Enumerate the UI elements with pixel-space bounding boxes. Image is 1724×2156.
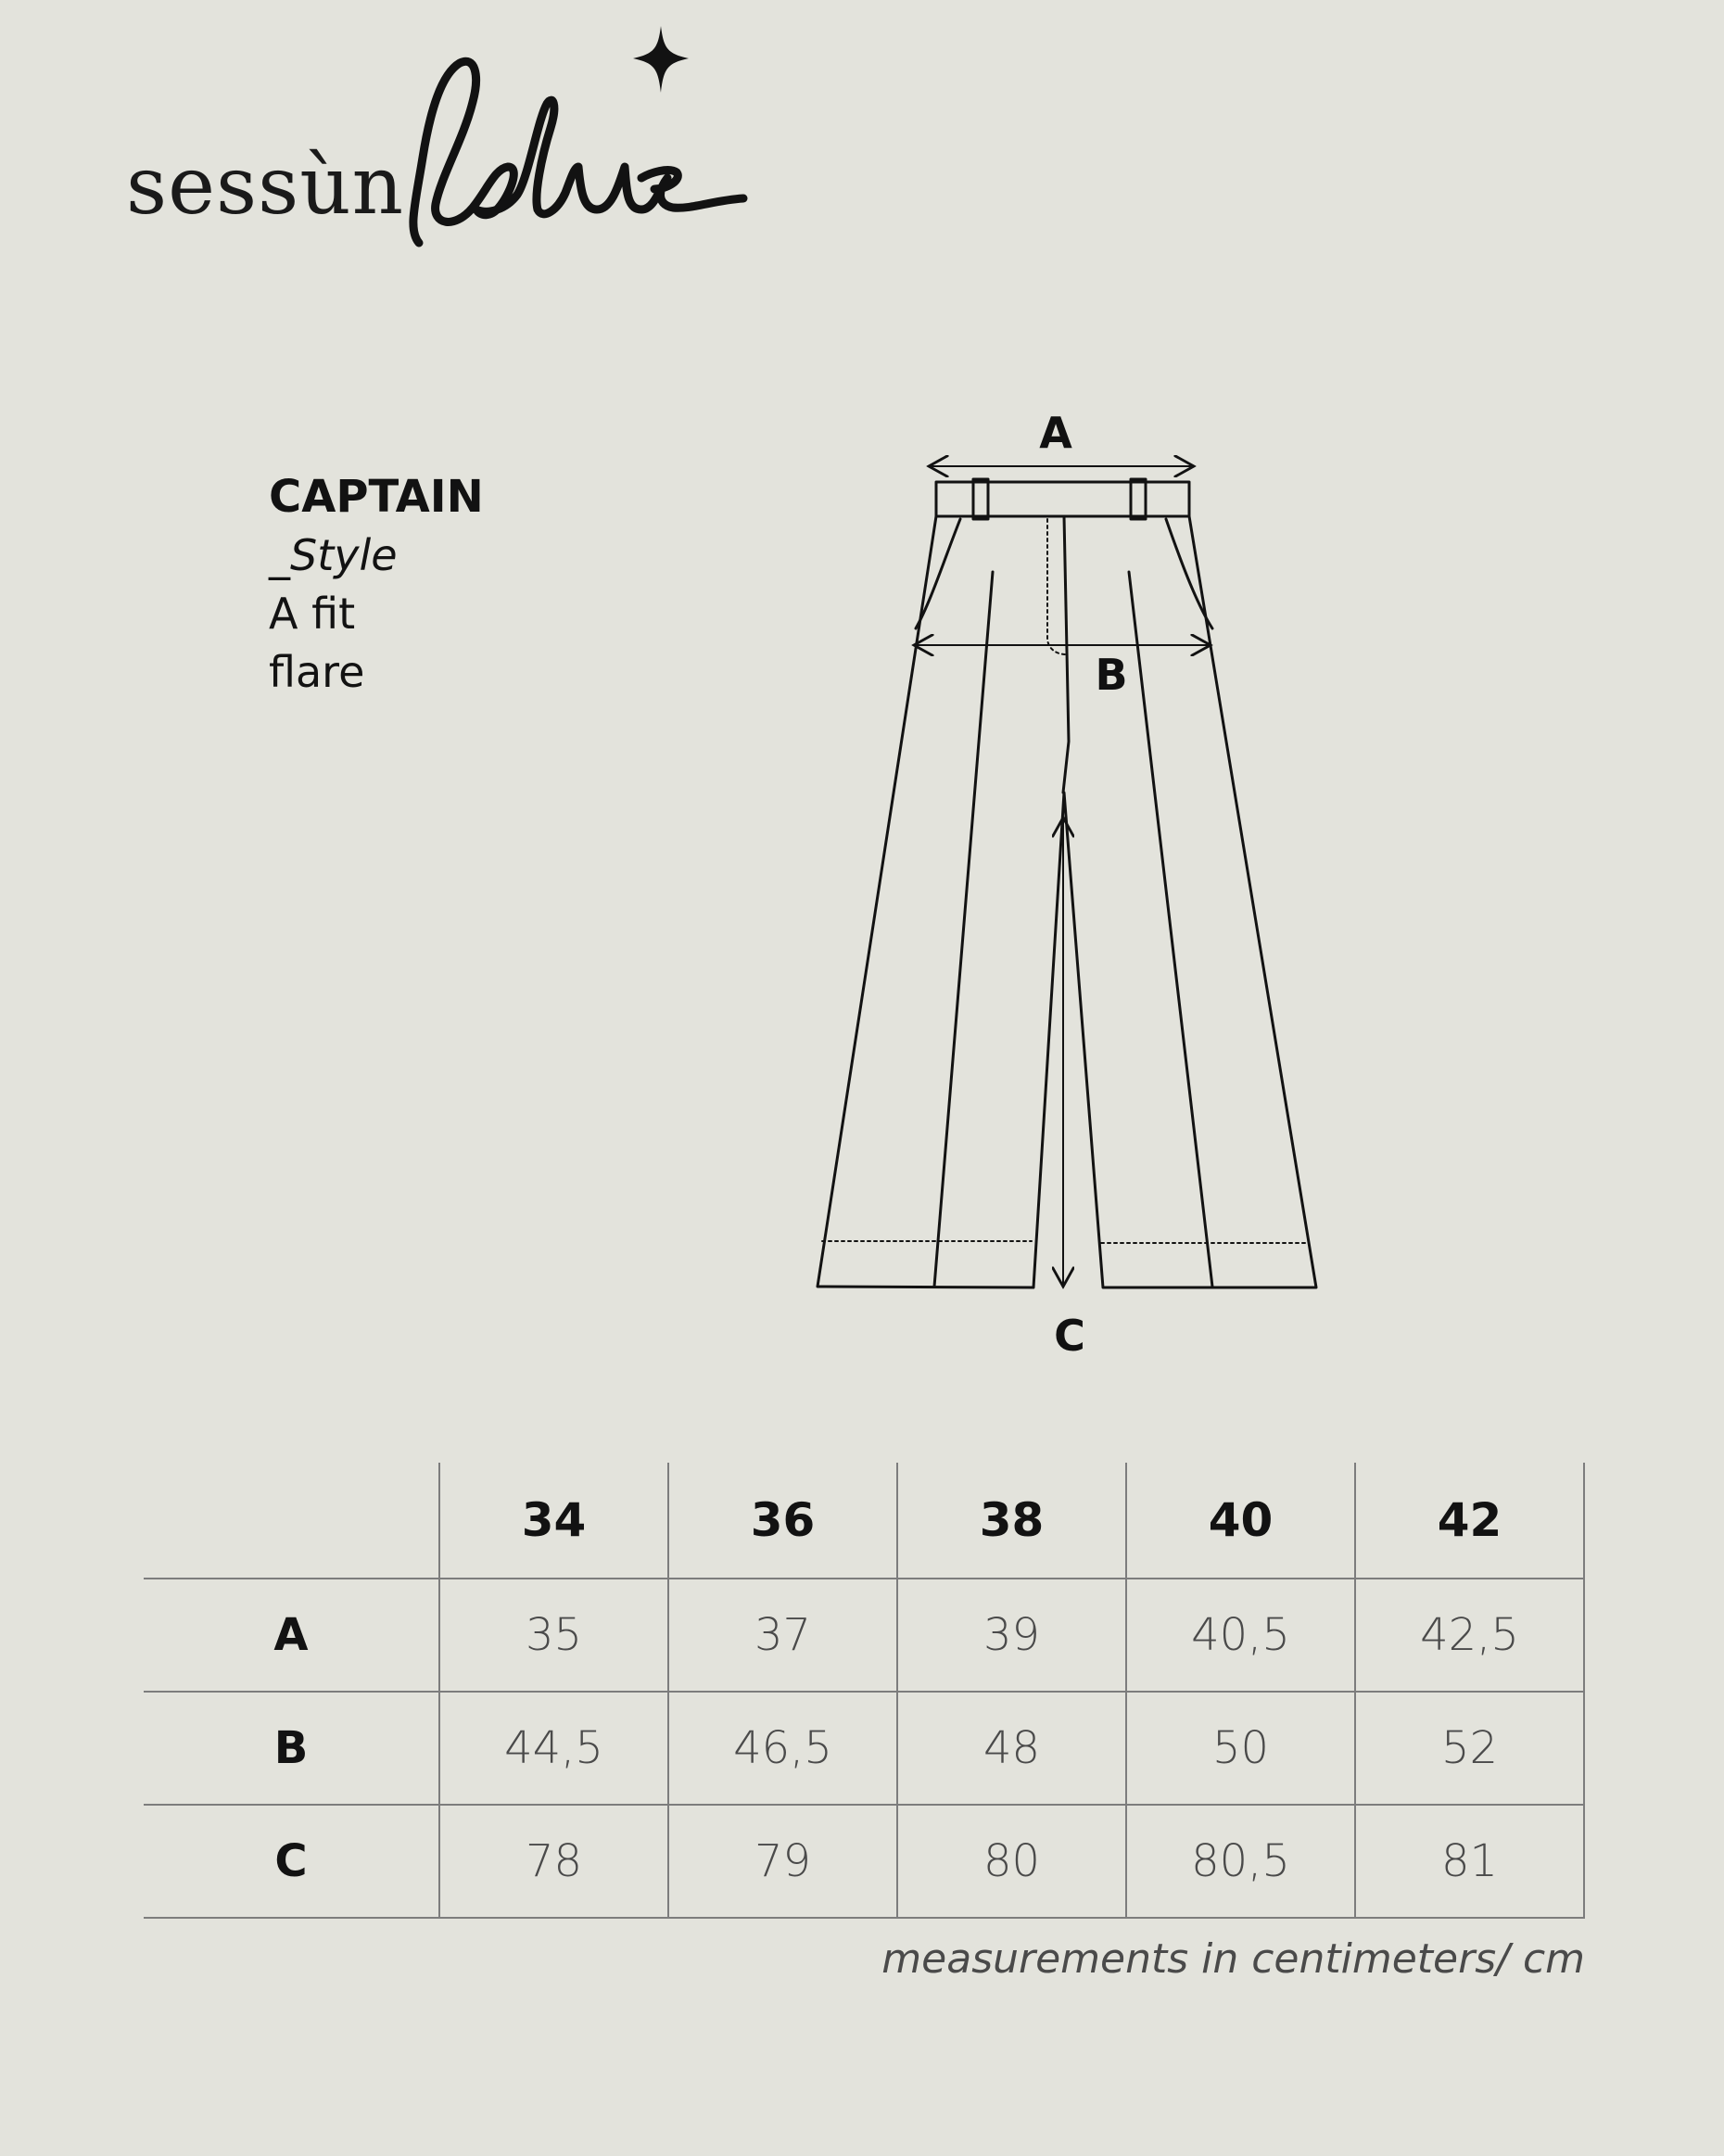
size-header-cell: 34 [439,1463,668,1579]
fly-stitching [1047,519,1066,654]
measurement-value: 50 [1126,1692,1355,1805]
crease-right [1129,572,1212,1287]
size-header-cell: 42 [1355,1463,1584,1579]
measurement-value: 79 [668,1805,897,1918]
brand-script-logo [399,19,714,260]
measurement-value: 44,5 [439,1692,668,1805]
measurement-value: 46,5 [668,1692,897,1805]
table-row [144,1692,1584,1805]
product-style-block [269,468,484,702]
measurement-value: 80,5 [1126,1805,1355,1918]
brand-logo [120,19,714,260]
marker-c: C [1054,1311,1085,1361]
measurement-value: 81 [1355,1805,1584,1918]
table-row [144,1805,1584,1918]
sparkle-star-icon [633,26,689,93]
brand-name: sessùn [126,140,405,233]
marker-a: A [1039,408,1072,458]
size-table [144,1463,1585,1919]
size-header-cell: 36 [668,1463,897,1579]
table-row [144,1579,1584,1692]
fit-line: A fit [269,589,356,639]
measurement-value: 35 [439,1579,668,1692]
product-name: CAPTAIN [269,471,484,523]
header-corner-cell [144,1463,439,1579]
size-header-row [144,1463,1584,1579]
measurement-value: 40,5 [1126,1579,1355,1692]
crease-left [934,572,993,1287]
measurement-value: 39 [897,1579,1126,1692]
pocket-left [916,519,960,628]
measurement-value: 52 [1355,1692,1584,1805]
measurement-label: B [273,1722,309,1774]
style-label: _Style [269,530,398,580]
measurement-value: 42,5 [1355,1579,1584,1692]
measurement-value: 80 [897,1805,1126,1918]
fit-line: flare [269,647,365,697]
belt-loop [1131,479,1146,519]
measurement-label: A [273,1609,309,1661]
units-footnote: measurements in centimeters/ cm [881,1935,1585,1983]
measurement-value: 48 [897,1692,1126,1805]
brand-script-blue [413,61,743,243]
size-header-cell: 40 [1126,1463,1355,1579]
measurement-label: C [274,1835,308,1887]
marker-b: B [1095,650,1128,700]
size-header-cell: 38 [897,1463,1126,1579]
belt-loop [973,479,988,519]
measurement-value: 78 [439,1805,668,1918]
measurement-value: 37 [668,1579,897,1692]
